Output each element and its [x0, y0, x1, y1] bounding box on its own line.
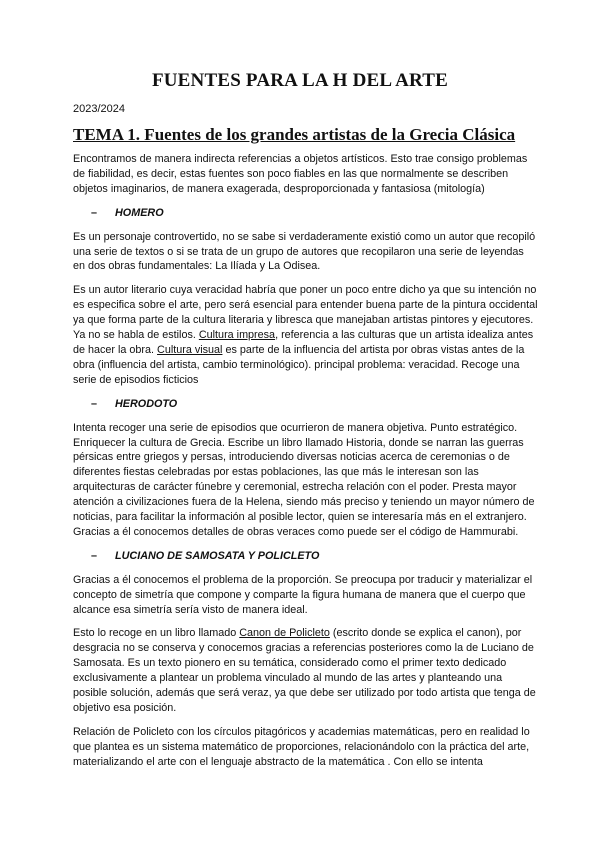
text-run: , referencia a las culturas que un artista idealiza antes de hacer la obra. [73, 329, 534, 356]
luciano-paragraph-1: Gracias a él conocemos el problema de la proporción. Se preocupa por traducir y materializar el concepto de simetría que compone y comparte la figura humana de manera que el cuerpo que alcance esa simetría sería visto de manera ideal. [73, 573, 533, 616]
cultura-visual-term: Cultura visual [157, 343, 223, 356]
text-run: es parte de la influencia del artista por obras vistas antes de la obra (influencia del artista, cambio terminológico). principal problema: veracidad. Recoge una serie de episodios ficticios [73, 343, 525, 386]
homero-paragraph-2 [73, 283, 538, 387]
text-run: (escrito donde se explica el canon), por desgracia no se conserva y conocemos gracias a referencias posteriores como la de Luciano de Samosata. Es un texto pionero en su temática, considerado como el primer texto dedicado exclusivamente a plantear un problema vinculado al mundo de las artes y planteando una posible solución, además que será veraz, ya que debe ser utilizado por todo artista que tenga de objetivo esa posición. [73, 627, 536, 714]
topic-heading: TEMA 1. Fuentes de los grandes artistas de la Grecia Clásica [73, 125, 516, 144]
canon-de-policleto-term: Canon de Policleto [239, 627, 330, 640]
section-heading-luciano [73, 549, 538, 564]
luciano-paragraph-2 [73, 626, 538, 715]
text-run: Es un autor literario cuya veracidad habría que poner un poco entre dicho ya que su intención no es especifica sobre el arte, pero será esencial para entender buena parte de la pintura occidental ya que forma parte de la cultura literaria y libresca que manejaban artistas pintores y ejecutores. Ya no se habla de estilos. [73, 284, 538, 342]
cultura-impresa-term: Cultura impresa [198, 329, 276, 342]
intro-paragraph: Encontramos de manera indirecta referencias a objetos artísticos. Esto trae consigo problemas de fiabilidad, es decir, estas fuentes son poco fiables en las que normalmente se describen objetos imaginarios, de manera exagerada, desproporcionada y fantasiosa (mitología) [73, 153, 528, 195]
document-title: FUENTES PARA LA H DEL ARTE [151, 70, 449, 91]
homero-paragraph-1: Es un personaje controvertido, no se sabe si verdaderamente existió como un autor que recopiló una serie de textos o si se trata de un grupo de autores que recopilaron una serie de leyendas en dos obras fundamentales: La Ilíada y La Odisea. [73, 230, 536, 273]
document-body [73, 152, 538, 779]
dash-bullet: – [91, 549, 98, 562]
dash-bullet: – [91, 397, 98, 410]
section-title: LUCIANO DE SAMOSATA Y POLICLETO [115, 549, 320, 562]
luciano-paragraph-3: Relación de Policleto con los círculos pitagóricos y academias matemáticas, pero en realidad lo que plantea es un sistema matemático de proporciones, relacionándolo con la práctica del arte, materializando el arte con el lenguaje abstracto de la matemática . Con ello se intenta [73, 725, 530, 768]
section-title: HERODOTO [115, 397, 178, 410]
section-heading-homero [73, 206, 538, 221]
dash-bullet: – [91, 206, 98, 219]
section-title: HOMERO [115, 206, 164, 219]
herodoto-paragraph-1: Intenta recoger una serie de episodios que ocurrieron de manera objetiva. Punto estratégico. Enriquecer la cultura de Grecia. Escribe un libro llamado Historia, donde se narran las guerras pérsicas entre griegos y persas, introduciendo diversas noticias acerca de ceremonias o de diferentes fiestas celebradas por estas poblaciones, las que más le interesan son las arquitecturas de carácter fúnebre y ceremonial, estrecha relación con el poder. Presta mayor atención a civilizaciones fuera de la Helena, siendo más preciso y teniendo un mayor número de noticias, para facilitar la información al posible lector, quien se interesaría más en el extranjero. Gracias a él conocemos detalles de obras veraces como puede ser el código de Hammurabi. [73, 421, 535, 538]
section-heading-herodoto [73, 397, 538, 412]
academic-year: 2023/2024 [73, 103, 125, 115]
text-run: Esto lo recoge en un libro llamado [73, 627, 240, 640]
